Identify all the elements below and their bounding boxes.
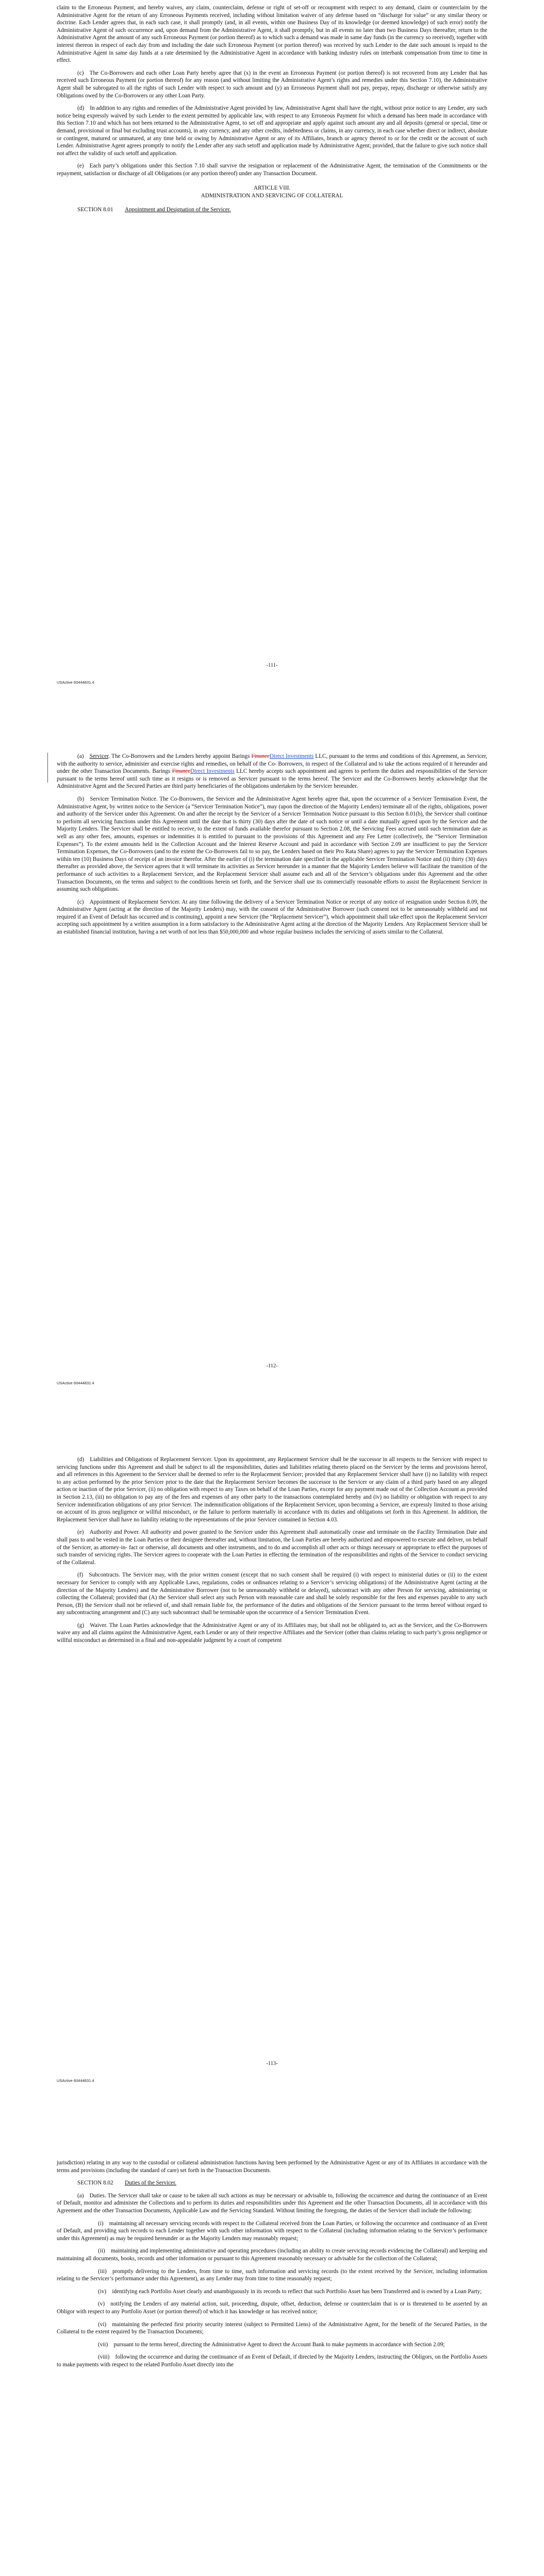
paragraph: (c) Appointment of Replacement Servicer. At any time following the delivery of a Servicer Termination Notice or receipt of any notice of resignation under Section 8.09, the Administrative Agent (acting at the direction of the Majority Lenders) may, with the consent of the Administrative Borrower (such consent not to be unreasonably withheld and not required if an Event of Default has occurred and is continuing), appoint a new Servicer (the “Replacement Servicer”), which appointment shall take effect upon the Replacement Servicer accepting such appointment by a written assumption in a form satisfactory to the Administrative Agent acting at the direction of the Majority Lenders. Any Replacement Servicer shall be an established financial institution, having a net worth of not less than $50,000,000 and whose regular business includes the servicing of assets similar to the Collateral. bbox=[57, 899, 487, 936]
paragraph: (d) Liabilities and Obligations of Replacement Servicer. Upon its appointment, any Replacement Servicer shall be the successor in all respects to the Servicer with respect to servicing functions under this Agreement and shall be subject to all the responsibilities, duties and liabilities relating thereto placed on the Servicer by the terms and provisions hereof, and all references in this Agreement to the Servicer shall be deemed to refer to the Replacement Servicer; provided that any Replacement Servicer shall have (i) no liability with respect to any action performed by the prior Servicer prior to the date that the Replacement Servicer becomes the successor to the Servicer or any claim of a third party based on any alleged action or inaction of the prior Servicer, (ii) no obligation with respect to any Taxes on behalf of the Loan Parties, except for any payment made out of the Collection Account as provided in Section 2.13, (iii) no obligation to pay any of the fees and expenses of any other party to the transactions contemplated hereby and (iv) no liability or obligation with respect to any Servicer indemnification obligations of any prior Servicer. The indemnification obligations of the Replacement Servicer, upon becoming a Servicer, are expressly limited to those arising on account of its gross negligence or willful misconduct, or the failure to perform materially in accordance with its duties and obligations set forth in this Agreement. In addition, the Replacement Servicer shall have no liability relating to the representations of the prior Servicer contained in Section 4.03. bbox=[57, 1456, 487, 1523]
paragraph: (f) Subcontracts. The Servicer may, with the prior written consent (except that no such consent shall be required (i) with respect to ministerial duties or (ii) to the extent necessary for Servicer to comply with any Applicable Laws, regulations, codes or ordinances relating to a Servicer’s servicing obligations) of the Administrative Agent (acting at the direction of the Majority Lenders) and the Administrative Borrower (not to be unreasonably withheld or delayed), subcontract with any other Person for servicing, administering or collecting the Collateral; provided that (A) the Servicer shall select any such Person with reasonable care and shall be solely responsible for the fees and expenses payable to any such Person, (B) the Servicer shall not be relieved of, and shall remain liable for, the performance of the duties and obligations of the Servicer pursuant to the terms hereof without regard to any subcontracting arrangement and (C) any such subcontract shall be terminable upon the occurrence of a Servicer Termination Event. bbox=[57, 1572, 487, 1616]
deleted-text: Finance bbox=[172, 768, 191, 775]
section-title: Duties of the Servicer. bbox=[125, 2180, 177, 2187]
section-title: Appointment and Designation of the Servicer. bbox=[125, 206, 231, 213]
article-subtitle: ADMINISTRATION AND SERVICING OF COLLATERAL bbox=[201, 193, 343, 199]
paragraph: (a) Duties. The Servicer shall take or cause to be taken all such actions as may be necessary or advisable to, following the occurrence and during the continuance of an Event of Default, monitor and administer the Collections and to perform its duties and responsibilities under this Agreement and the other Transaction Documents, all in accordance with this Agreement and the other Transaction Documents, Applicable Law and the Servicing Standard. Without limiting the foregoing, the duties of the Servicer shall include the following: bbox=[57, 2192, 487, 2214]
list-item: (viii) following the occurrence and during the continuance of an Event of Default, if directed by the Majority Lenders, instructing the Obligors, on the Portfolio Assets to make payments with respect to the related Portfolio Asset directly into the bbox=[57, 2354, 487, 2368]
paragraph: (e) Authority and Power. All authority and power granted to the Servicer under this Agreement shall automatically cease and terminate on the Facility Termination Date and shall pass to and be vested in the Loan Parties or their designee thereafter and, without limitation, the Loan Parties are hereby authorized and empowered to execute and deliver, on behalf of the Servicer, as attorney-in- fact or otherwise, all documents and other instruments, and to do and accomplish all other acts or things necessary or appropriate to effect the purposes of such transfer of servicing rights. The Servicer agrees to cooperate with the Loan Parties in effecting the termination of the responsibilities and rights of the Servicer to conduct servicing of the Collateral. bbox=[57, 1529, 487, 1566]
page-body bbox=[57, 2110, 487, 2368]
change-bar bbox=[47, 753, 48, 783]
inserted-text: Direct Investments bbox=[269, 753, 314, 759]
paragraph: claim to the Erroneous Payment, and hereby waives, any claim, counterclaim, defense or right of set-off or recoupment with respect to any demand, claim or counterclaim by the Administrative Agent for the return of any Erroneous Payments received, including without limitation waiver of any defense based on “discharge for value” or any similar theory or doctrine. Each Lender agrees that, in each such case, it shall promptly (and, in all events, within one Business Day of its knowledge (or deemed knowledge) of such error) notify the Administrative Agent of such occurrence and, upon demand from the Administrative Agent, it shall promptly, but in all events no later than two Business Days thereafter, return to the Administrative Agent the amount of any such Erroneous Payment (or portion thereof) as to which such a demand was made in same day funds (in the currency so received), together with interest thereon in respect of each day from and including the date such Erroneous Payment (or portion thereof) was received by such Lender to the date such amount is repaid to the Administrative Agent in same day funds at a rate determined by the Administrative Agent in accordance with banking industry rules on interbank compensation from time to time in effect. bbox=[57, 5, 487, 64]
paragraph: jurisdiction) relating in any way to the custodial or collateral administration functions having been performed by the Administrative Agent or any of its Affiliates in accordance with the terms and provisions (including the standard of care) set forth in the Transaction Documents. bbox=[57, 2160, 487, 2174]
list-item: (iv) identifying each Portfolio Asset clearly and unambiguously in its records to reflect that such Portfolio Asset has been Transferred and is owned by a Loan Party; bbox=[98, 2288, 482, 2295]
paragraph-servicer: (a) Servicer. The Co-Borrowers and the Lenders hereby appoint Barings FinanceDirect Investments LLC, pursuant to the terms and conditions of this Agreement, as Servicer, with the authority to service, administer and exercise rights and remedies, on behalf of the Co- Borrowers, in respect of the Collateral and to take the actions required of it hereunder and under the other Transaction Documents. Barings FinanceDirect Investments LLC hereby accepts such appointment and agrees to perform the duties and responsibilities of the Servicer pursuant to the terms hereof until such time as it resigns or is removed as Servicer pursuant to the terms hereof. The Servicer and the Co-Borrowers hereby acknowledge that the Administrative Agent and the Secured Parties are third party beneficiaries of the obligations undertaken by the Servicer hereunder. bbox=[57, 753, 487, 790]
list-item: (iii) promptly delivering to the Lenders, from time to time, such information and servicing records (to the extent received by the Servicer, including information relating to the Servicer’s performance under this Agreement), as any Lender may from time to time reasonably request; bbox=[57, 2268, 487, 2282]
paragraph: (c) The Co-Borrowers and each other Loan Party hereby agree that (x) in the event an Erroneous Payment (or portion thereof) is not recovered from any Lender that has received such Erroneous Payment (or portion thereof) for any reason (and without limiting the Administrative Agent’s rights and remedies under this Section 7.10), the Administrative Agent shall be subrogated to all the rights of such Lender with respect to such amount and (y) an Erroneous Payment shall not pay, prepay, repay, discharge or otherwise satisfy any Obligations owed by the Co-Borrowers or any other Loan Party. bbox=[57, 70, 487, 99]
document-id: USActive 60444831.4 bbox=[57, 2078, 94, 2083]
list-item: (v) notifying the Lenders of any material action, suit, proceeding, dispute, offset, deduction, defense or counterclaim that is or is threatened to be asserted by an Obligor with respect to any Portfolio Asset (or portion thereof) of which it has knowledge or has received notice; bbox=[57, 2301, 487, 2315]
page-113 bbox=[0, 1406, 544, 2110]
page-body bbox=[57, 1406, 487, 1645]
inserted-text: Direct Investments bbox=[190, 768, 235, 775]
list-item: (i) maintaining all necessary servicing records with respect to the Collateral received from the Loan Parties, or following the occurrence and continuance of an Event of Default, and providing such records to each Lender together with such other information with respect to the Collateral (including information relating to the Servicer’s performance under this Agreement) as may be required hereunder or as the Majority Lenders may reasonably request; bbox=[57, 2220, 487, 2242]
document-id: USActive 60444831.4 bbox=[57, 680, 94, 685]
page-body bbox=[57, 703, 487, 936]
page-114 bbox=[0, 2110, 544, 2576]
section-number: SECTION 8.01 bbox=[77, 206, 113, 213]
page-112 bbox=[0, 703, 544, 1406]
list-item: (ii) maintaining and implementing administrative and operating procedures (including an ability to create servicing records evidencing the Collateral) and keeping and maintaining all documents, books, records and other information or pursuant to this Agreement reasonably necessary or advisable for the collection of the Collateral; bbox=[57, 2248, 487, 2262]
page-body bbox=[57, 0, 487, 213]
section-number: SECTION 8.02 bbox=[77, 2180, 113, 2187]
page-number: -111- bbox=[266, 663, 278, 668]
document-id: USActive 60444831.4 bbox=[57, 1381, 94, 1385]
list-item: (vi) maintaining the perfected first priority security interest (subject to Permitted Liens) of the Administrative Agent, for the benefit of the Secured Parties, in the Collateral to the extent required by the Transaction Documents; bbox=[57, 2321, 487, 2335]
heading-servicer: Servicer bbox=[89, 753, 109, 759]
section-heading bbox=[57, 2179, 487, 2187]
paragraph: (b) Servicer Termination Notice. The Co-Borrowers, the Servicer and the Administrative Agent hereby agree that, upon the occurrence of a Servicer Termination Event, the Administrative Agent, by written notice to the Servicer (a “Servicer Termination Notice”), may (upon the direction of the Majority Lenders) terminate all of the rights, obligations, power and authority of the Servicer under this Agreement. On and after the receipt by the Servicer of a Servicer Termination Notice pursuant to this Section 8.01(b), the Servicer shall continue to perform all servicing functions under this Agreement until the date that is thirty (30) days after the date of such notice or until a date mutually agreed upon by the Servicer and the Majority Lenders. The Servicer shall be entitled to receive, to the extent of funds available therefor pursuant to Section 2.08, the Servicing Fees accrued until such termination date as well as any other fees, amounts, expenses or indemnities it is entitled to pursuant to the provisions of this Agreement and any Fee Letter (collectively, the “Servicer Termination Expenses”). To the extent amounts held in the Collection Account and the Interest Reserve Account and paid in accordance with Section 2.09 are insufficient to pay the Servicer Termination Expenses, the Co-Borrowers (and to the extent the Co-Borrowers fail to so pay, the Lenders based on their Pro Rata Share) agrees to pay the Servicer Termination Expenses within ten (10) Business Days of receipt of an invoice therefor. After the earlier of (i) the termination date specified in the applicable Servicer Termination Notice and (ii) thirty (30) days thereafter as provided above, the Servicer agrees that it will terminate its activities as Servicer hereunder in a manner that the Majority Lenders believe will facilitate the transition of the performance of such activities to a Replacement Servicer, and the Replacement Servicer shall assume each and all of the Servicer’s obligations under this Agreement and the other Transaction Documents, on the terms and subject to the conditions herein set forth, and the Servicer shall use its commercially reasonable efforts to assist the Replacement Servicer in assuming such obligations. bbox=[57, 795, 487, 893]
section-heading bbox=[57, 206, 487, 214]
page-number: -112- bbox=[266, 1363, 278, 1369]
page-111 bbox=[0, 0, 544, 703]
paragraph: (e) Each party’s obligations under this Section 7.10 shall survive the resignation or replacement of the Administrative Agent, the termination of the Commitments or the repayment, satisfaction or discharge of all Obligations (or any portion thereof) under any Transaction Document. bbox=[57, 163, 487, 177]
deleted-text: Finance bbox=[251, 753, 270, 759]
list-item: (vii) pursuant to the terms hereof, directing the Administrative Agent to direct the Account Bank to make payments in accordance with Section 2.09; bbox=[98, 2341, 445, 2348]
article-title: ARTICLE VIII. bbox=[253, 185, 291, 192]
paragraph: (g) Waiver. The Loan Parties acknowledge that the Administrative Agent or any of its Affiliates may, but shall not be obligated to, act as the Servicer, and the Co-Borrowers waive any and all claims against the Administrative Agent, each Lender or any of their respective Affiliates and the Servicer (other than claims relating to such party’s gross negligence or willful misconduct as determined in a final and non-appealable judgment by a court of competent bbox=[57, 1622, 487, 1644]
page-number: -113- bbox=[266, 2061, 278, 2066]
paragraph: (d) In addition to any rights and remedies of the Administrative Agent provided by law, Administrative Agent shall have the right, without prior notice to any Lender, any such notice being expressly waived by such Lender to the extent permitted by applicable law, with respect to any Erroneous Payment for which a demand has been made in accordance with this Section 7.10 and which has not been returned to the Administrative Agent, to set off and appropriate and apply against such amount any and all deposits (general or special, time or demand, provisional or final but excluding trust accounts), in any currency, and any other credits, indebtedness or claims, in any currency, in each case whether direct or indirect, absolute or contingent, matured or unmatured, at any time held or owing by Administrative Agent or any of its Affiliates, branch or agency thereof to or for the credit or the account of such Lender. Administrative Agent agrees promptly to notify the Lender after any such setoff and application made by Administrative Agent; provided, that the failure to give such notice shall not affect the validity of such setoff and application. bbox=[57, 105, 487, 157]
